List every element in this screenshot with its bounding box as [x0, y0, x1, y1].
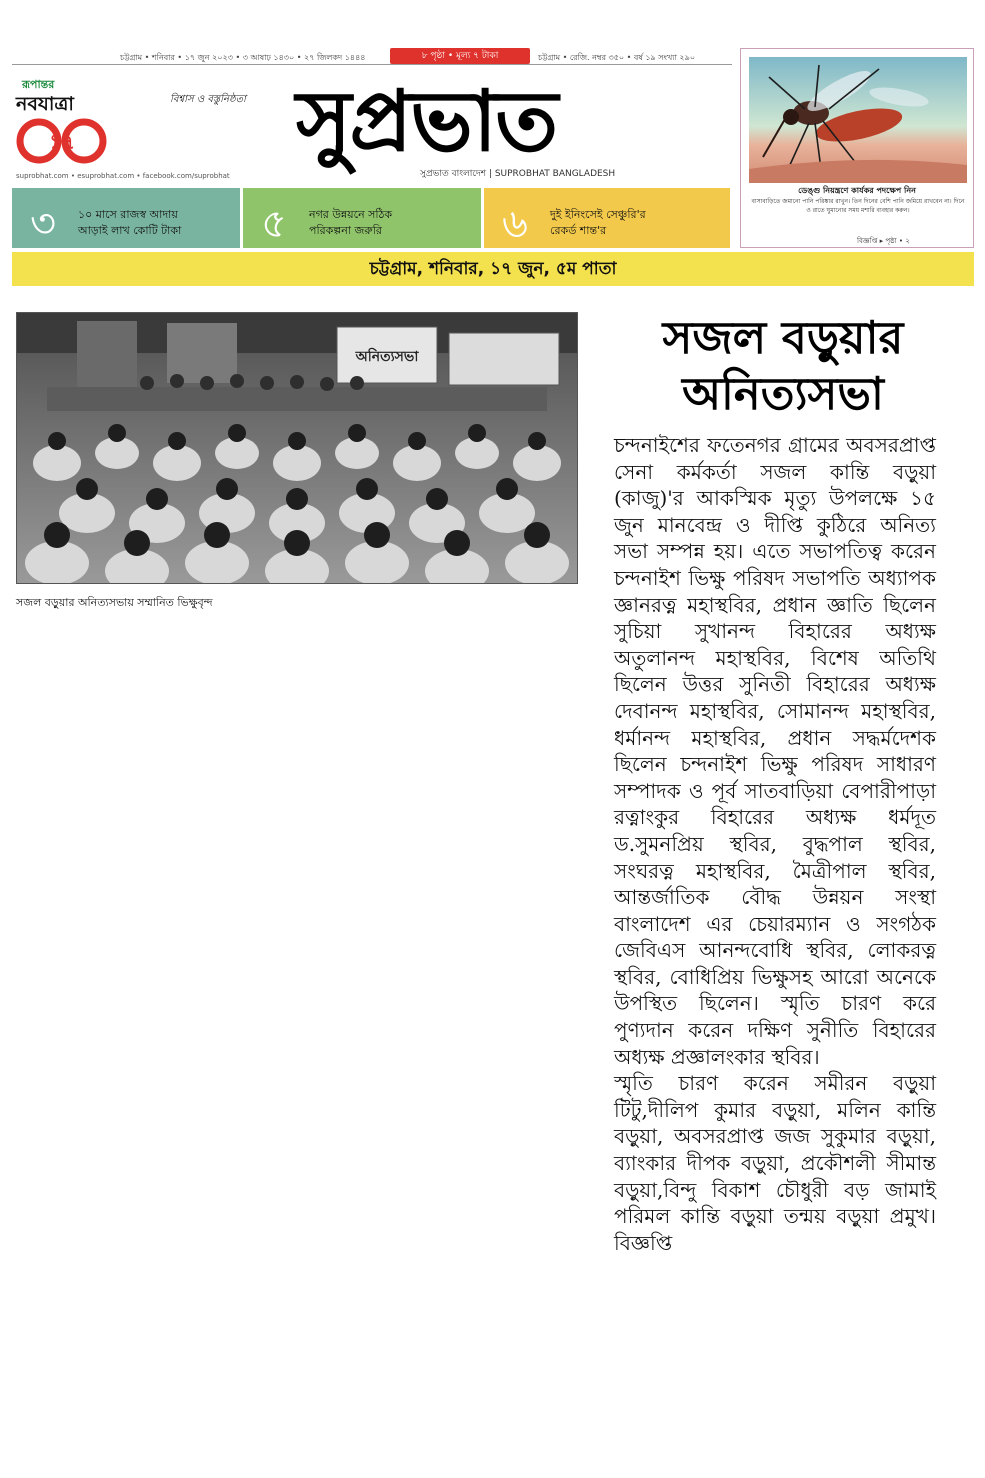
headline-line-1: সজল বড়ুয়ার	[662, 311, 904, 364]
ad-footer: বিজ্ঞপ্তি ▸ পৃষ্ঠা • ২	[857, 237, 910, 245]
supplement-name: নবযাত্রা	[16, 93, 74, 115]
teaser-headline-line1: নগর উন্নয়নে সঠিক	[309, 208, 393, 221]
article-paragraph-2: স্মৃতি চারণ করেন সমীরন বড়ুয়া টিটু,দীলিপ কুমার বড়ুয়া, মলিন কান্তি বড়ুয়া, অবসরপ্রাপ্ত জজ সুকুমার বড়ুয়া, ব্যাংকার দীপক বড়ুয়া, প্রকৌশলী সীমান্ত বড়ুয়া,বিন্দু বিকাশ চৌধুরী বড় জামাই পরিমল কান্তি বড়ুয়া তন্ময় বড়ুয়া প্রমুখ। বিজ্ঞপ্তি	[614, 1071, 936, 1255]
teaser-page-3[interactable]	[12, 188, 240, 248]
header-date-line: চট্টগ্রাম • শনিবার • ১৭ জুন ২০২৩ • ৩ আষাঢ় ১৪৩০ • ২৭ জিলকদ ১৪৪৪	[120, 53, 366, 62]
teaser-headline-line1: দুই ইনিংসেই সেঞ্চুরি'র	[550, 208, 646, 221]
web-links: suprobhat.com • esuprobhat.com • facebook.com/suprobhat	[16, 172, 230, 180]
mosquito-image	[749, 57, 967, 183]
supplement-label: রূপান্তর	[22, 78, 55, 91]
photo-banner-text: অনিত্যসভা	[355, 349, 419, 365]
headline-line-2: অনিত্যসভা	[682, 367, 884, 420]
header-registration-line: চট্টগ্রাম • রেজি. নম্বর ৩৫০ • বর্ষ ১৯ সংখ্যা ২৯০	[538, 53, 696, 62]
dengue-advertisement	[740, 48, 974, 248]
teaser-headline-line1: ১০ মাসে রাজস্ব আদায়	[78, 208, 178, 221]
article-headline	[598, 310, 968, 422]
photo-caption: সজল বড়ুয়ার অনিত্যসভায় সম্মানিত ভিক্ষুবৃন্দ	[16, 596, 213, 609]
mosquito-icon	[749, 57, 967, 183]
teaser-page-number: ৫	[261, 201, 287, 247]
teaser-page-number: ৬	[502, 201, 529, 247]
masthead-slogan: বিশ্বাস ও বস্তুনিষ্ঠতা	[170, 94, 246, 105]
event-photo	[16, 312, 578, 584]
crowd-image	[17, 313, 578, 584]
teaser-headline-line2: আড়াই লাখ কোটি টাকা	[78, 224, 182, 237]
ad-title: ডেঙ্গু নিয়ন্ত্রণে কার্যকর পদক্ষেপ নিন	[798, 186, 916, 195]
article-paragraph-1: চন্দনাইশের ফতেনগর গ্রামের অবসরপ্রাপ্ত সেনা কর্মকর্তা সজল কান্তি বড়ুয়া (কাজু)'র আকস্মিক মৃত্যু উপলক্ষে ১৫ জুন মানবেন্দ্র ও দীপ্তি কুঠিরে অনিত্য সভা সম্পন্ন হয়। এতে সভাপতিত্ব করেন চন্দনাইশ ভিক্ষু পরিষদ সভাপতি অধ্যাপক জ্ঞানরত্ন মহাস্থবির, প্রধান জ্ঞাতি ছিলেন সুচিয়া সুখানন্দ বিহারের অধ্যক্ষ অতুলানন্দ মহাস্থবির, বিশেষ অতিথি ছিলেন উত্তর সুনিতী বিহারের অধ্যক্ষ দেবানন্দ মহাস্থবির, সোমানন্দ মহাস্থবির, ধর্মানন্দ মহাস্থবির, প্রধান সদ্ধর্মদেশক ছিলেন চন্দনাইশ ভিক্ষু পরিষদ সাধারণ সম্পাদক ও পূর্ব সাতবাড়িয়া বেপারীপাড়া রত্নাংকুর বিহারের অধ্যক্ষ ধর্মদূত ড.সুমনপ্রিয় স্থবির, বুদ্ধপাল স্থবির, সংঘরত্ন মহাস্থবির, মৈত্রীপাল স্থবির, আন্তর্জাতিক বৌদ্ধ উন্নয়ন সংস্থা বাংলাদেশ এর চেয়ারম্যান ও সংগঠক জেবিএস আনন্দবোধি স্থবির, লোকরত্ন স্থবির, বোধিপ্রিয় ভিক্ষুসহ আরো অনেকে উপস্থিত ছিলেন। স্মৃতি চারণ করে পুণ্যদান করেন দক্ষিণ সুনীতি বিহারের অধ্যক্ষ প্রজ্ঞালংকার স্থবির।	[614, 433, 936, 1069]
page-date-bar: চট্টগ্রাম, শনিবার, ১৭ জুন, ৫ম পাতা	[12, 252, 974, 286]
article-body	[614, 432, 936, 1256]
supplement-number-logo	[16, 116, 108, 166]
newspaper-masthead: সুপ্রভাত	[296, 71, 557, 170]
supplement-number: ১৭	[49, 130, 75, 154]
price-badge: ৮ পৃষ্ঠা • মূল্য ৭ টাকা	[390, 48, 530, 64]
ad-text: বাসাবাড়িতে জমানো পানি পরিষ্কার রাখুন। তিন দিনের বেশি পানি জমিয়ে রাখবেন না। দিনে ও রাতে ঘুমানোর সময় মশারি ব্যবহার করুন।	[751, 198, 965, 214]
masthead-subtitle: সুপ্রভাত বাংলাদেশ | SUPROBHAT BANGLADESH	[420, 169, 616, 179]
header-divider	[12, 64, 732, 65]
teaser-headline-line2: রেকর্ড শান্ত'র	[550, 224, 607, 237]
teaser-page-number: ৩	[30, 201, 57, 247]
teaser-page-5[interactable]	[243, 188, 481, 248]
teaser-headline-line2: পরিকল্পনা জরুরি	[309, 224, 382, 237]
teaser-page-6[interactable]	[484, 188, 730, 248]
